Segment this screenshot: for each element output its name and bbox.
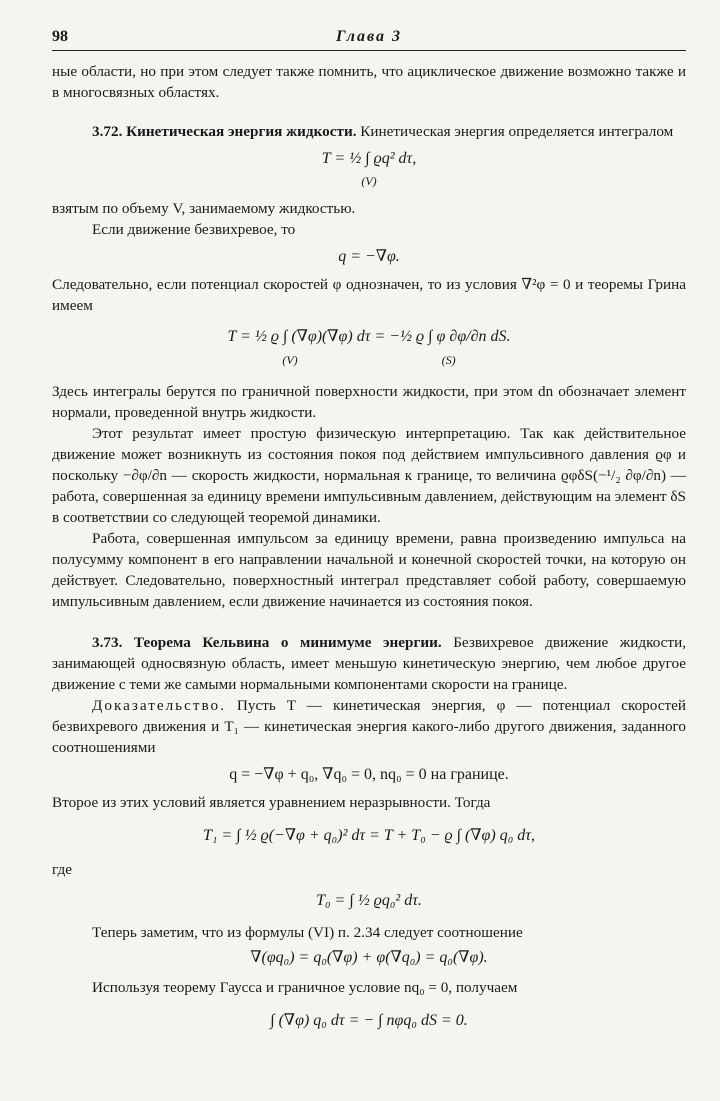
paragraph-continued: ные области, но при этом следует также помнить, что ациклическое движение возможно также и в многосвязных областях. bbox=[52, 63, 686, 101]
section-title: 3.73. Теорема Кельвина о минимуме энергии. bbox=[92, 633, 442, 651]
formula-conditions: q = −∇φ + q₀, ∇q₀ = 0, nq₀ = 0 на границе. bbox=[229, 765, 509, 783]
paragraph-formula-ref: Теперь заметим, что из формулы (VI) п. 2.34 следует соотношение bbox=[92, 923, 523, 941]
formula-velocity-gradient: q = −∇φ. bbox=[338, 248, 400, 266]
proof-label: Доказательство. bbox=[92, 696, 226, 714]
section-title: 3.72. Кинетическая энергия жидкости. bbox=[92, 123, 357, 140]
paragraph-proof: Доказательство. Пусть T — кинетическая энергия, φ — потенциал скоростей безвихревого движения и T₁ — кинетическая энергия какого-либо другого движения, заданного соотношениями bbox=[52, 696, 686, 756]
paragraph-boundary: Здесь интегралы берутся по граничной поверхности жидкости, при этом dn обозначает элемент нормали, проведенной внутрь жидкости. bbox=[52, 382, 686, 421]
integration-domain-volume: (V) bbox=[282, 352, 298, 367]
formula-green-result: T = ½ ϱ ∫ (∇φ)(∇φ) dτ = −½ ϱ ∫ φ ∂φ/∂n dS. (V) (S) bbox=[52, 326, 686, 370]
paragraph-interpretation: Этот результат имеет простую физическую интерпретацию. Так как действительное движение может возникнуть из состояния покоя под действием импульсивного давления ϱφ и поскольку −∂φ/∂n — скорость жидкости, нормальная к границе, то величина ϱφδS(−¹/₂ ∂φ/∂n) — работа, совершенная за единицу времени импульсивным давлением, действующим на элемент δS в соответствии со следующей теоремой динамики. bbox=[52, 424, 686, 526]
integration-domain: (V) bbox=[361, 174, 377, 189]
formula-kinetic-energy: T = ½ ∫ ϱq² dτ, (V) bbox=[52, 148, 686, 192]
paragraph-continuity: Второе из этих условий является уравнением неразрывности. Тогда bbox=[52, 793, 491, 811]
formula-t0: T₀ = ∫ ½ ϱq₀² dτ. bbox=[316, 891, 422, 909]
page-number: 98 bbox=[52, 28, 68, 45]
formula-t1: T₁ = ∫ ½ ϱ(−∇φ + q₀)² dτ = T + T₀ − ϱ ∫ (∇φ) q₀ dτ, bbox=[202, 826, 536, 844]
paragraph-gauss: Используя теорему Гаусса и граничное условие nq₀ = 0, получаем bbox=[92, 978, 518, 996]
paragraph-impulse-work: Работа, совершенная импульсом за единицу времени, равна произведению импульса на полусумму компонент в его направлении начальной и конечной скоростей точки, на которую он действует. Следовательно, поверхностный интеграл представляет собой работу, совершаемую импульсивным давлением, если движение начинается из состояния покоя. bbox=[52, 529, 686, 610]
section-3-73-intro: 3.73. Теорема Кельвина о минимуме энергии. Безвихревое движение жидкости, занимающей односвязную область, имеет меньшую кинетическую энергию, чем любое другое движение с теми же самыми нормальными компонентами скорости на границе. bbox=[52, 633, 686, 693]
running-header bbox=[52, 22, 686, 51]
formula-zero-integral: ∫ (∇φ) q₀ dτ = − ∫ nφq₀ dS = 0. bbox=[270, 1011, 468, 1029]
formula-divergence-identity: ∇(φq₀) = q₀(∇φ) + φ(∇q₀) = q₀(∇φ). bbox=[250, 948, 488, 966]
section-3-72-intro: 3.72. Кинетическая энергия жидкости. Кинетическая энергия определяется интегралом bbox=[92, 123, 674, 140]
integration-domain-surface: (S) bbox=[441, 352, 456, 367]
chapter-title: Глава 3 bbox=[335, 28, 403, 45]
paragraph-irrotational: Если движение безвихревое, то bbox=[92, 221, 296, 239]
paragraph-volume: взятым по объему V, занимаемому жидкостью. bbox=[52, 200, 356, 218]
page bbox=[52, 22, 686, 1044]
word-where: где bbox=[52, 860, 72, 878]
paragraph-green: Следовательно, если потенциал скоростей φ однозначен, то из условия ∇²φ = 0 и теоремы Грина имеем bbox=[52, 276, 686, 315]
